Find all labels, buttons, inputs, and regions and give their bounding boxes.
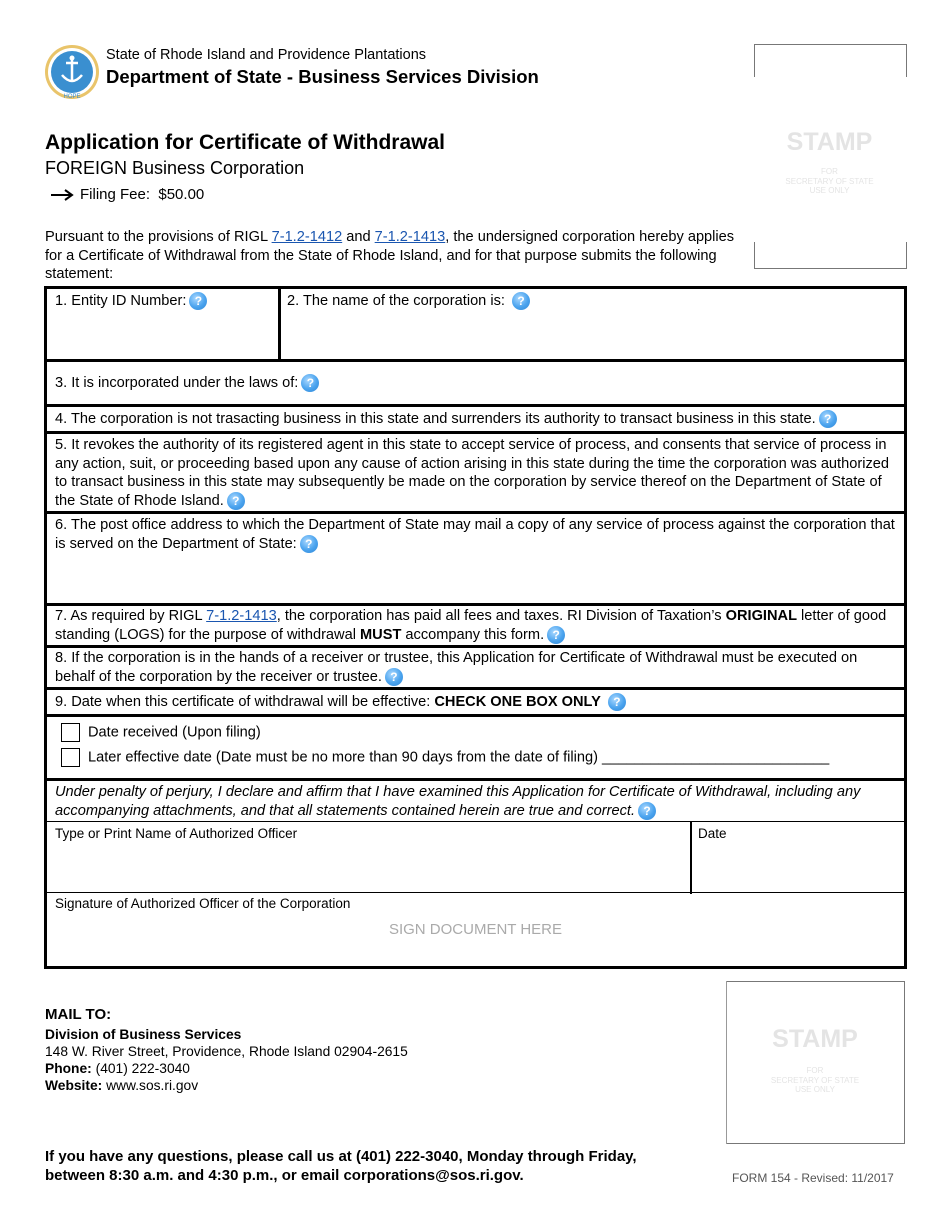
form-row-1: [47, 289, 904, 361]
help-icon[interactable]: ?: [608, 693, 626, 711]
stamp-label: STAMP: [786, 128, 873, 156]
date-field[interactable]: [695, 846, 900, 890]
help-icon[interactable]: ?: [638, 802, 656, 820]
stamp-label: STAMP: [772, 1025, 858, 1053]
upon-filing-label: Date received (Upon filing): [88, 724, 261, 741]
stamp-area: STAMP FOR SECRETARY OF STATE USE ONLY: [754, 128, 905, 196]
rigl-1413-link[interactable]: 7-1.2-1413: [374, 229, 446, 245]
help-icon[interactable]: ?: [385, 668, 403, 686]
later-date-label: Later effective date (Date must be no more than 90 days from the date of filing) ____________________________: [88, 749, 830, 766]
statement-4: 4. The corporation is not trasacting business in this state and surrenders its authority to transact business in this state.: [55, 411, 816, 427]
intro-paragraph: Pursuant to the provisions of RIGL 7-1.2-1412 and 7-1.2-1413, the undersigned corporation hereby applies for a Certificate of Withdrawal from the State of Rhode Island, and for that purpose submits the following statement:: [45, 229, 735, 282]
state-seal-logo: [44, 44, 100, 100]
help-icon[interactable]: ?: [300, 535, 318, 553]
entity-id-label: 1. Entity ID Number:: [55, 293, 187, 309]
withdrawal-form: [44, 286, 907, 969]
corporation-name-label: 2. The name of the corporation is:: [287, 293, 505, 309]
perjury-row: [47, 778, 904, 822]
statement-7: 7. As required by RIGL 7-1.2-1413, the corporation has paid all fees and taxes. RI Division of Taxation’s ORIGINAL letter of good standing (LOGS) for the purpose of withdrawal MUST accompany this form. ?: [55, 608, 887, 643]
perjury-statement: Under penalty of perjury, I declare and affirm that I have examined this Application for Certificate of Withdrawal, including any accompanying attachments, and that all statements contained herein are true and correct.: [55, 784, 861, 819]
statement-6: 6. The post office address to which the Department of State may mail a copy of any service of process against the corporation that is served on the Department of State:: [55, 517, 895, 552]
help-icon[interactable]: ?: [227, 492, 245, 510]
signature-row: [47, 892, 904, 963]
help-icon[interactable]: ?: [189, 292, 207, 310]
statement-5: 5. It revokes the authority of its registered agent in this state to accept service of process, and consents that service of process in any action, suit, or proceeding based upon any cause of action arising in this state during the time the corporation was authorized to transact business in this state may subsequently be made on the corporation by service thereof on the Department of State of the State of Rhode Island.: [55, 437, 889, 509]
bottom-stamp-area: STAMP FOR SECRETARY OF STATE USE ONLY: [726, 1025, 904, 1095]
filing-fee: [50, 186, 204, 203]
form-row-6: [47, 511, 904, 605]
form-row-8: [47, 645, 904, 689]
officer-name-field[interactable]: [51, 846, 685, 890]
rigl-1412-link[interactable]: 7-1.2-1412: [271, 229, 343, 245]
help-icon[interactable]: ?: [301, 374, 319, 392]
signature-label: Signature of Authorized Officer of the Corporation: [55, 896, 351, 911]
department-name: Department of State - Business Services Division: [106, 66, 539, 87]
later-date-checkbox[interactable]: [61, 748, 80, 767]
officer-row: [47, 821, 904, 893]
arrow-right-icon: [50, 189, 74, 201]
sign-here-button[interactable]: SIGN DOCUMENT HERE: [388, 921, 563, 938]
incorporation-label: 3. It is incorporated under the laws of:: [55, 375, 299, 391]
filing-fee-amount: $50.00: [158, 186, 205, 203]
effective-date-options: [47, 714, 904, 780]
post-office-address-field[interactable]: [53, 560, 898, 602]
form-row-3: [47, 359, 904, 405]
effective-date-label: 9. Date when this certificate of withdrawal will be effective:: [55, 694, 435, 710]
form-row-4: [47, 404, 904, 432]
officer-name-label: Type or Print Name of Authorized Officer: [55, 826, 298, 841]
mail-org: Division of Business Services: [45, 1027, 242, 1042]
form-row-7: [47, 603, 904, 646]
mail-to-block: MAIL TO: Division of Business Services 148 W. River Street, Providence, Rhode Island 02904-2615 Phone: (401) 222-3040 Website: www.sos.ri.gov: [45, 1006, 408, 1093]
contact-footer: If you have any questions, please call us at (401) 222-3040, Monday through Friday, between 8:30 a.m. and 4:30 p.m., or email corporations@sos.ri.gov.: [45, 1148, 637, 1184]
rigl-1413-link[interactable]: 7-1.2-1413: [206, 608, 277, 624]
page-title: Application for Certificate of Withdrawal: [45, 131, 446, 154]
entity-id-field[interactable]: [47, 289, 278, 361]
help-icon[interactable]: ?: [512, 292, 530, 310]
help-icon[interactable]: ?: [819, 410, 837, 428]
upon-filing-checkbox[interactable]: [61, 723, 80, 742]
statement-8: 8. If the corporation is in the hands of a receiver or trustee, this Application for Certificate of Withdrawal must be executed on behalf of the corporation by the receiver or trustee.: [55, 650, 858, 685]
corporation-name-field[interactable]: [281, 311, 901, 359]
page-subtitle: FOREIGN Business Corporation: [45, 158, 305, 178]
stamp-frame-top: [754, 44, 907, 77]
form-number: FORM 154 - Revised: 11/2017: [732, 1171, 894, 1185]
mail-to-heading: MAIL TO:: [45, 1006, 112, 1023]
date-label: Date: [698, 826, 727, 841]
stamp-frame-bottom: [754, 242, 907, 269]
form-row-5: [47, 431, 904, 513]
filing-fee-label: Filing Fee:: [80, 186, 151, 203]
form-row-9: 9. Date when this certificate of withdrawal will be effective: CHECK ONE BOX ONLY ?: [47, 687, 904, 715]
help-icon[interactable]: ?: [547, 626, 565, 644]
state-name: State of Rhode Island and Providence Plantations: [106, 47, 427, 63]
mail-website[interactable]: www.sos.ri.gov: [106, 1078, 199, 1093]
mail-address: 148 W. River Street, Providence, Rhode Island 02904-2615: [45, 1044, 408, 1059]
incorporation-field[interactable]: [327, 366, 897, 404]
svg-text:HOPE: HOPE: [63, 94, 81, 100]
mail-phone: (401) 222-3040: [95, 1061, 190, 1076]
